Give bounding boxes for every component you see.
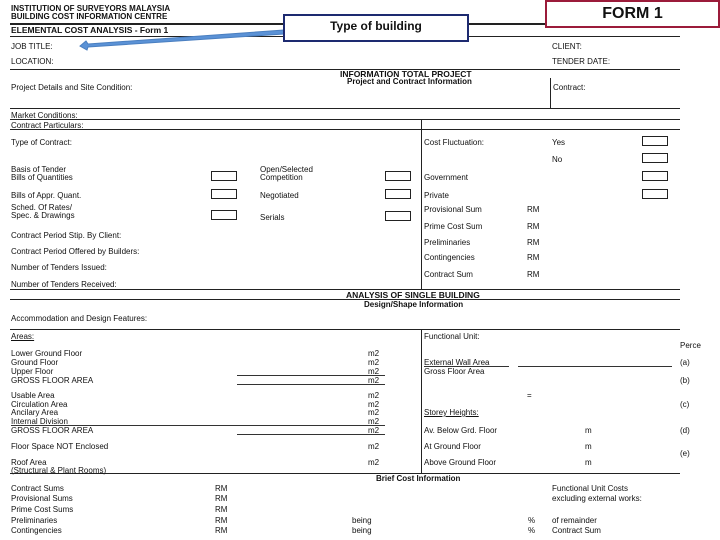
internal-division-label: Internal Division [11, 417, 68, 426]
no-label: No [552, 155, 563, 164]
job-title-label: JOB TITLE: [11, 42, 53, 51]
contingencies-rm: RM [527, 253, 540, 262]
m-unit: m [585, 442, 592, 451]
provisional-sums-label: Provisional Sums [11, 494, 73, 503]
percent-label: % [528, 516, 536, 525]
gross-floor-area-label: GROSS FLOOR AREA [11, 376, 94, 385]
rm-label: RM [215, 526, 228, 535]
gross-floor-area-underline [237, 384, 385, 385]
rm-label: RM [215, 505, 228, 514]
functional-unit-label: Functional Unit: [424, 332, 480, 341]
client-label: CLIENT: [552, 42, 582, 51]
rule [10, 299, 680, 300]
type-of-building-callout: Type of building [283, 14, 469, 42]
gross-floor-area-label-right: Gross Floor Area [424, 367, 485, 376]
bills-appr-checkbox[interactable] [211, 189, 237, 199]
market-conditions-label: Market Conditions: [11, 111, 78, 120]
analysis-subheading: Design/Shape Information [364, 300, 464, 309]
marker-d: (d) [680, 426, 690, 435]
m2-unit: m2 [368, 408, 380, 417]
lower-ground-label: Lower Ground Floor [11, 349, 83, 358]
m2-unit: m2 [368, 358, 380, 367]
open-selected-label: Open/Selected [260, 165, 313, 174]
org-name-line2: BUILDING COST INFORMATION CENTRE [11, 12, 168, 21]
basis-of-tender-label: Basis of Tender [11, 165, 66, 174]
prime-cost-sums-label: Prime Cost Sums [11, 505, 74, 514]
private-checkbox[interactable] [642, 189, 668, 199]
divider [550, 78, 551, 108]
m2-unit: m2 [368, 376, 380, 385]
gross-floor-area-underline-2 [237, 434, 385, 435]
serials-checkbox[interactable] [385, 211, 411, 221]
bills-quantities-label: Bills of Quantities [11, 173, 73, 182]
at-ground-label: At Ground Floor [424, 442, 481, 451]
negotiated-label: Negotiated [260, 191, 299, 200]
location-label: LOCATION: [11, 57, 54, 66]
rule [10, 473, 680, 474]
competition-checkbox[interactable] [385, 171, 411, 181]
brief-heading: Brief Cost Information [376, 474, 461, 483]
preliminaries-brief-label: Preliminaries [11, 516, 58, 525]
provisional-sum-label: Provisional Sum [424, 205, 482, 214]
divider [421, 119, 422, 289]
storey-heights-label: Storey Heights: [424, 408, 479, 417]
above-ground-label: Above Ground Floor [424, 458, 497, 467]
m-unit: m [585, 426, 592, 435]
rule [10, 108, 680, 109]
tenders-issued-label: Number of Tenders Issued: [11, 263, 107, 272]
prime-cost-sum-label: Prime Cost Sum [424, 222, 483, 231]
rm-label: RM [215, 484, 228, 493]
period-client-label: Contract Period Stip. By Client: [11, 231, 122, 240]
marker-e: (e) [680, 449, 690, 458]
of-remainder-label: of remainder [552, 516, 597, 525]
excluding-label: excluding external works: [552, 494, 642, 503]
rule [10, 119, 680, 120]
government-label: Government [424, 173, 469, 182]
tender-date-label: TENDER DATE: [552, 57, 611, 66]
yes-label: Yes [552, 138, 566, 147]
contingencies-brief-label: Contingencies [11, 526, 62, 535]
gross-floor-area-label-2: GROSS FLOOR AREA [11, 426, 94, 435]
m2-unit: m2 [368, 417, 380, 426]
upper-floor-label: Upper Floor [11, 367, 54, 376]
functional-unit-costs-label: Functional Unit Costs [552, 484, 629, 493]
project-details-label: Project Details and Site Condition: [11, 83, 133, 92]
m2-unit: m2 [368, 442, 380, 451]
ancillary-area-label: Ancilary Area [11, 408, 59, 417]
contract-sum-brief-label: Contract Sum [552, 526, 601, 535]
percent-label: % [528, 526, 536, 535]
bills-appr-label: Bills of Appr. Quant. [11, 191, 82, 200]
percentage-label: Perce [680, 341, 701, 350]
no-checkbox[interactable] [642, 153, 668, 163]
marker-c: (c) [680, 400, 690, 409]
being-label: being [352, 516, 372, 525]
contract-label: Contract: [553, 83, 586, 92]
external-wall-label: External Wall Area [424, 358, 490, 367]
type-of-contract-label: Type of Contract: [11, 138, 72, 147]
cost-fluctuation-label: Cost Fluctuation: [424, 138, 485, 147]
m2-unit: m2 [368, 391, 380, 400]
m2-unit: m2 [368, 400, 380, 409]
structural-label: (Structural & Plant Rooms) [11, 466, 107, 475]
yes-checkbox[interactable] [642, 136, 668, 146]
rule [10, 289, 680, 290]
sched-rates-checkbox[interactable] [211, 210, 237, 220]
form-title: ELEMENTAL COST ANALYSIS - Form 1 [11, 25, 169, 35]
government-checkbox[interactable] [642, 171, 668, 181]
m-unit: m [585, 458, 592, 467]
competition-label: Competition [260, 173, 303, 182]
being-label: being [352, 526, 372, 535]
period-builders-label: Contract Period Offered by Builders: [11, 247, 140, 256]
m2-unit: m2 [368, 349, 380, 358]
av-below-label: Av. Below Grd. Floor [424, 426, 498, 435]
private-label: Private [424, 191, 449, 200]
contract-sums-label: Contract Sums [11, 484, 64, 493]
areas-label: Areas: [11, 332, 35, 341]
floor-space-label: Floor Space NOT Enclosed [11, 442, 109, 451]
upper-floor-underline [237, 375, 385, 376]
m2-unit: m2 [368, 367, 380, 376]
provisional-sum-rm: RM [527, 205, 540, 214]
bills-quantities-checkbox[interactable] [211, 171, 237, 181]
spec-drawings-label: Spec. & Drawings [11, 211, 75, 220]
contract-sum-label: Contract Sum [424, 270, 473, 279]
roof-area-label: Roof Area [11, 458, 47, 467]
m2-unit: m2 [368, 426, 380, 435]
usable-area-label: Usable Area [11, 391, 55, 400]
contract-sum-rm: RM [527, 270, 540, 279]
org-name-line1: INSTITUTION OF SURVEYORS MALAYSIA [11, 4, 171, 13]
ground-floor-label: Ground Floor [11, 358, 59, 367]
marker-b: (b) [680, 376, 690, 385]
preliminaries-rm: RM [527, 238, 540, 247]
form-badge: FORM 1 [545, 0, 720, 28]
preliminaries-label: Preliminaries [424, 238, 471, 247]
m2-unit: m2 [368, 458, 380, 467]
contract-particulars-label: Contract Particulars: [11, 121, 84, 130]
info-subheading: Project and Contract Information [347, 77, 472, 86]
tenders-received-label: Number of Tenders Received: [11, 280, 117, 289]
rm-label: RM [215, 516, 228, 525]
analysis-heading: ANALYSIS OF SINGLE BUILDING [346, 290, 480, 300]
rm-label: RM [215, 494, 228, 503]
rule [10, 329, 680, 330]
external-wall-field[interactable] [518, 366, 672, 367]
sched-rates-label: Sched. Of Rates/ [11, 203, 72, 212]
marker-a: (a) [680, 358, 690, 367]
contingencies-label: Contingencies [424, 253, 475, 262]
prime-cost-sum-rm: RM [527, 222, 540, 231]
accommodation-label: Accommodation and Design Features: [11, 314, 148, 323]
divider [421, 329, 422, 473]
negotiated-checkbox[interactable] [385, 189, 411, 199]
equals-sign: = [527, 391, 532, 400]
info-heading: INFORMATION TOTAL PROJECT [340, 69, 472, 79]
circulation-area-label: Circulation Area [11, 400, 68, 409]
rule [10, 129, 680, 130]
serials-label: Serials [260, 213, 285, 222]
